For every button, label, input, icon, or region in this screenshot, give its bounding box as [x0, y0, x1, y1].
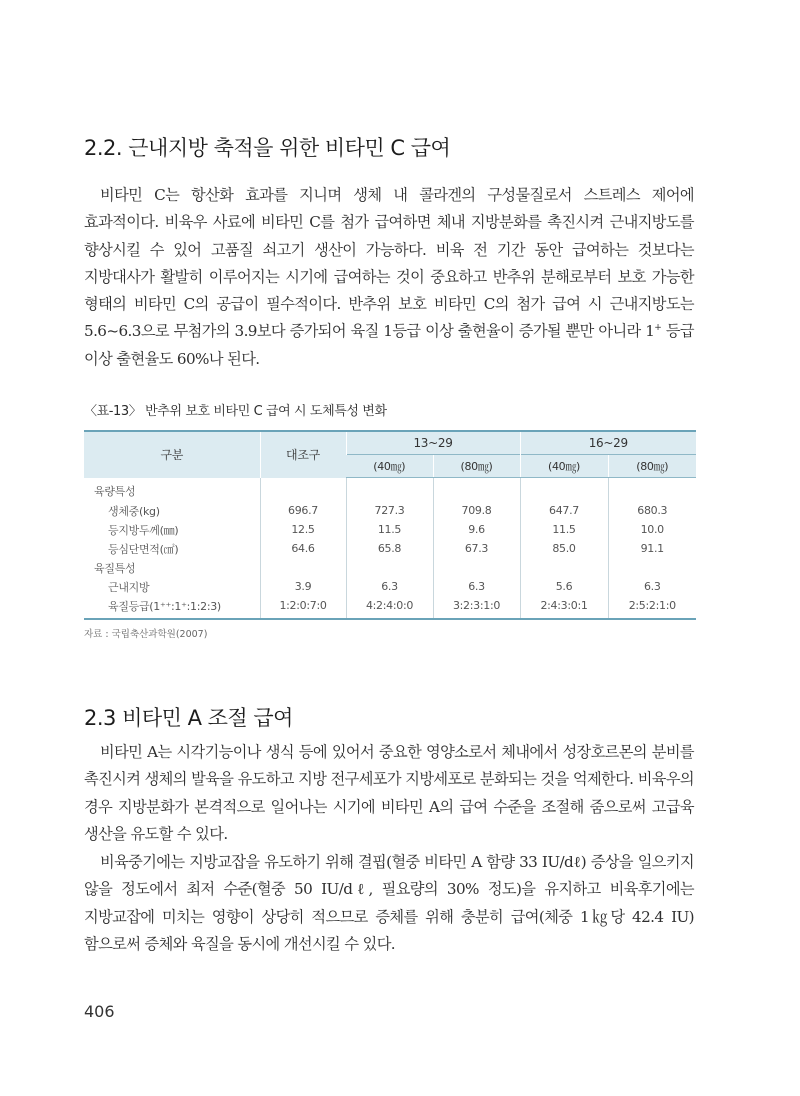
header-dose-80-b: (80㎎) — [608, 455, 696, 478]
header-category: 구분 — [84, 431, 260, 478]
row-label: 등지방두께(㎜) — [108, 523, 179, 537]
row-label: 육량특성 — [94, 485, 136, 499]
table-cell — [433, 478, 520, 502]
table-row — [84, 558, 696, 577]
table-source: 자료 : 국립축산과학원(2007) — [84, 629, 208, 640]
table-cell: 3:2:3:1:0 — [433, 596, 520, 619]
carcass-traits-table — [84, 430, 696, 620]
header-group-13-29: 13~29 — [346, 431, 520, 455]
table-cell — [346, 558, 433, 577]
header-dose-40-b: (40㎎) — [520, 455, 608, 478]
table-row — [84, 539, 696, 558]
page-number: 406 — [84, 1002, 115, 1021]
table-cell: 2:5:2:1:0 — [608, 596, 696, 619]
table-cell: 67.3 — [433, 539, 520, 558]
table-cell: 6.3 — [346, 577, 433, 596]
table-cell: 6.3 — [608, 577, 696, 596]
table-cell: 6.3 — [433, 577, 520, 596]
table-cell — [260, 558, 346, 577]
table-cell: 727.3 — [346, 501, 433, 520]
table-cell: 696.7 — [260, 501, 346, 520]
paragraph-vitamin-a-1: 비타민 A는 시각기능이나 생식 등에 있어서 중요한 영양소로서 체내에서 성장호르몬의 분비를 촉진시켜 생체의 발육을 유도하고 지방 전구세포가 지방세포로 분화되는 것을 억제한다. 비육우의 경우 지방분화가 본격적으로 일어나는 시기에 비타민 A의 급여 수준을 조절해 줌으로써 고급육 생산을 유도할 수 있다. — [84, 743, 694, 843]
table-cell: 11.5 — [520, 520, 608, 539]
table-cell — [260, 478, 346, 502]
row-label: 등심단면적(㎠) — [108, 542, 179, 556]
table-cell: 11.5 — [346, 520, 433, 539]
table-cell — [520, 558, 608, 577]
table-cell: 4:2:4:0:0 — [346, 596, 433, 619]
table-cell — [433, 558, 520, 577]
paragraph-vitamin-c-tail: 등급 이상 출현율도 60%나 된다. — [84, 322, 694, 368]
table-cell — [608, 478, 696, 502]
table-row — [84, 577, 696, 596]
table-body — [84, 478, 696, 620]
row-label: 근내지방 — [108, 580, 150, 594]
table-cell: 12.5 — [260, 520, 346, 539]
table-cell: 65.8 — [346, 539, 433, 558]
table-row — [84, 478, 696, 502]
table-cell — [346, 478, 433, 502]
section-heading-vitamin-a: 2.3 비타민 A 조절 급여 — [84, 706, 293, 730]
grade-superscript: + — [654, 323, 662, 334]
paragraph-vitamin-a-2: 비육중기에는 지방교잡을 유도하기 위해 결핍(혈중 비타민 A 함량 33 IU/dℓ) 증상을 일으키지 않을 정도에서 최저 수준(혈중 50 IU/dℓ, 필요량의 30% 정도)을 유지하고 비육후기에는 지방교잡에 미치는 영향이 상당히 적으므로 증체를 위해 충분히 급여(체중 1㎏당 42.4 IU) 함으로써 증체와 육질을 동시에 개선시킬 수 있다. — [84, 853, 694, 953]
paragraph-vitamin-c-text: 비타민 C는 항산화 효과를 지니며 생체 내 콜라겐의 구성물질로서 스트레스 제어에 효과적이다. 비육우 사료에 비타민 C를 첨가 급여하면 체내 지방분화를 촉진시켜 근내지방도를 향상시킬 수 있어 고품질 쇠고기 생산이 가능하다. 비육 전 기간 동안 급여하는 것보다는 지방대사가 활발히 이루어지는 시기에 급여하는 것이 중요하고 반추위 분해로부터 보호 가능한 형태의 비타민 C의 공급이 필수적이다. 반추위 보호 비타민 C의 첨가 급여 시 근내지방도는 5.6~6.3으로 무첨가의 3.9보다 증가되어 육질 1등급 이상 출현율이 증가될 뿐만 아니라 1 — [84, 186, 694, 341]
table-cell: 91.1 — [608, 539, 696, 558]
table-cell: 647.7 — [520, 501, 608, 520]
header-dose-40-a: (40㎎) — [346, 455, 433, 478]
table-cell: 10.0 — [608, 520, 696, 539]
table-cell — [608, 558, 696, 577]
row-label: 생체중(kg) — [108, 504, 160, 518]
row-label: 육질등급(1⁺⁺:1⁺:1:2:3) — [84, 596, 260, 619]
table-row — [84, 596, 696, 619]
section-heading-vitamin-c: 2.2. 근내지방 축적을 위한 비타민 C 급여 — [84, 136, 451, 160]
table-cell: 85.0 — [520, 539, 608, 558]
table-cell: 3.9 — [260, 577, 346, 596]
table-cell — [520, 478, 608, 502]
table-cell: 9.6 — [433, 520, 520, 539]
table-caption: 〈표-13〉 반추위 보호 비타민 C 급여 시 도체특성 변화 — [84, 404, 387, 419]
table-cell: 2:4:3:0:1 — [520, 596, 608, 619]
table-cell: 5.6 — [520, 577, 608, 596]
header-control: 대조구 — [260, 431, 346, 478]
table-row — [84, 520, 696, 539]
header-dose-80-a: (80㎎) — [433, 455, 520, 478]
table-cell: 64.6 — [260, 539, 346, 558]
row-label: 육질특성 — [94, 561, 136, 575]
table-cell: 680.3 — [608, 501, 696, 520]
paragraph-vitamin-c — [84, 182, 694, 373]
table-row — [84, 501, 696, 520]
table-cell: 1:2:0:7:0 — [260, 596, 346, 619]
header-group-16-29: 16~29 — [520, 431, 696, 455]
table-cell: 709.8 — [433, 501, 520, 520]
